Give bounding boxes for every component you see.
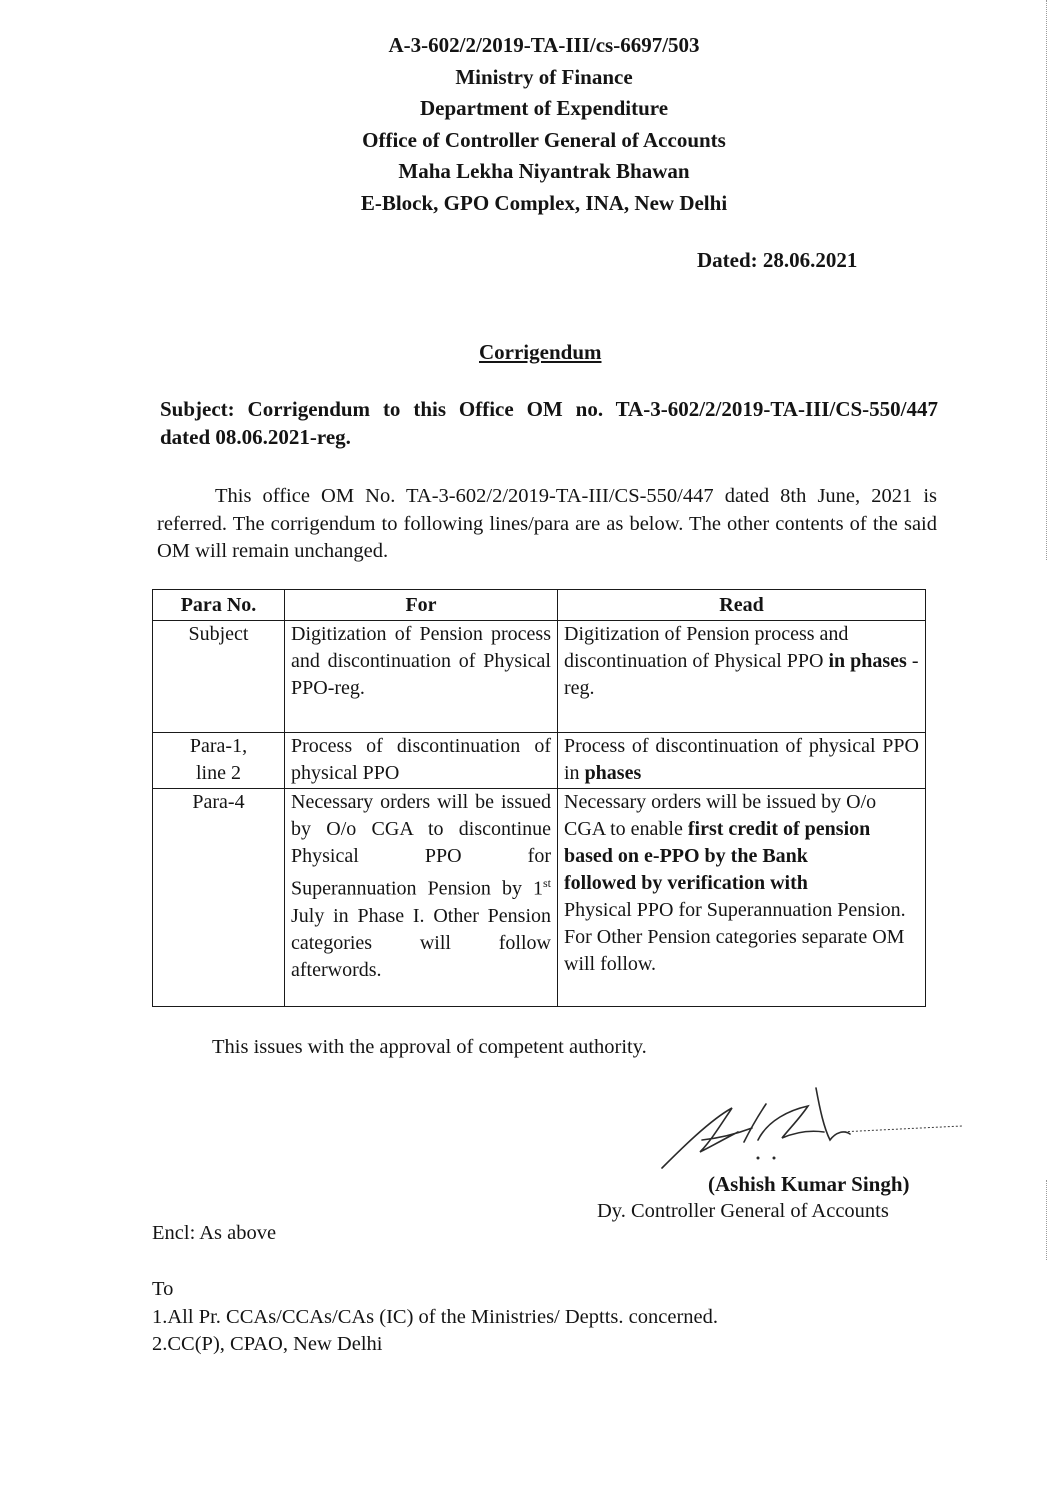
cell-para: Para-4 [153, 789, 285, 1007]
table-row [153, 733, 926, 789]
header-para-no: Para No. [153, 590, 285, 621]
header-read: Read [558, 590, 926, 621]
cell-read [558, 789, 926, 1007]
recipient-item: 1.All Pr. CCAs/CCAs/CAs (IC) of the Ministries/ Deptts. concerned. [152, 1306, 719, 1328]
read-text: -reg. [564, 650, 919, 699]
scan-edge-mark [1046, 1180, 1047, 1260]
reference-number: A-3-602/2/2019-TA-III/cs-6697/503 [388, 33, 700, 57]
enclosure-note: Encl: As above [152, 1222, 277, 1244]
signatory-name: (Ashish Kumar Singh) [708, 1172, 910, 1196]
to-label: To [152, 1278, 174, 1300]
cell-para [153, 733, 285, 789]
cell-read [558, 733, 926, 789]
document-date: Dated: 28.06.2021 [697, 248, 858, 272]
corrigendum-table [152, 589, 926, 1007]
read-emphasis: phases [584, 762, 642, 784]
read-text: Necessary orders will be issued by O/o CGA to enable [564, 791, 877, 840]
signatory-designation: Dy. Controller General of Accounts [597, 1200, 889, 1222]
letterhead [0, 30, 1058, 220]
read-text: Process of discontinuation of physical PPO in [564, 735, 919, 784]
building-name: Maha Lekha Niyantrak Bhawan [398, 159, 690, 184]
subject-line: Subject: Corrigendum to this Office OM no. TA-3-602/2/2019-TA-III/CS-550/447 dated 08.06.2021-reg. [160, 397, 938, 449]
para-line: Para-1, [189, 735, 248, 757]
read-emphasis: followed by verification with [564, 872, 808, 894]
table-row [153, 621, 926, 733]
for-text: July in Phase I. Other Pension categories will follow afterwords. [291, 904, 551, 981]
body-paragraph: This office OM No. TA-3-602/2/2019-TA-III/CS-550/447 dated 8th June, 2021 is referred. The corrigendum to following lines/para are as below. The other contents of the said OM will remain unchanged. [157, 485, 937, 562]
ministry-name: Ministry of Finance [455, 64, 633, 89]
cell-read [558, 621, 926, 733]
recipient-item: 2.CC(P), CPAO, New Delhi [152, 1333, 383, 1355]
cell-for [285, 789, 558, 1007]
para-line: line 2 [196, 762, 241, 784]
handwritten-signature [640, 1080, 970, 1175]
table-row [153, 789, 926, 1007]
cell-para: Subject [153, 621, 285, 733]
ordinal-suffix: st [542, 876, 551, 890]
read-emphasis: in phases [828, 650, 907, 672]
department-name: Department of Expenditure [419, 96, 669, 121]
office-address: E-Block, GPO Complex, INA, New Delhi [360, 190, 728, 215]
table-header-row [153, 590, 926, 621]
approval-note: This issues with the approval of competent authority. [212, 1036, 647, 1058]
read-text: Digitization of Pension process and discontinuation of Physical PPO [564, 623, 849, 672]
office-name: Office of Controller General of Accounts [362, 127, 726, 152]
cell-for: Process of discontinuation of physical PPO [285, 733, 558, 789]
for-text: Necessary orders will be issued by O/o CGA to discontinue Physical PPO for Superannuation Pension by 1 [291, 791, 551, 900]
read-emphasis: first credit of pension based on e-PPO by the Bank [564, 818, 871, 867]
read-text: Physical PPO for Superannuation Pension. For Other Pension categories separate OM will follow. [564, 899, 906, 975]
cell-for: Digitization of Pension process and discontinuation of Physical PPO-reg. [285, 621, 558, 733]
document-title: Corrigendum [479, 340, 602, 364]
header-for: For [285, 590, 558, 621]
